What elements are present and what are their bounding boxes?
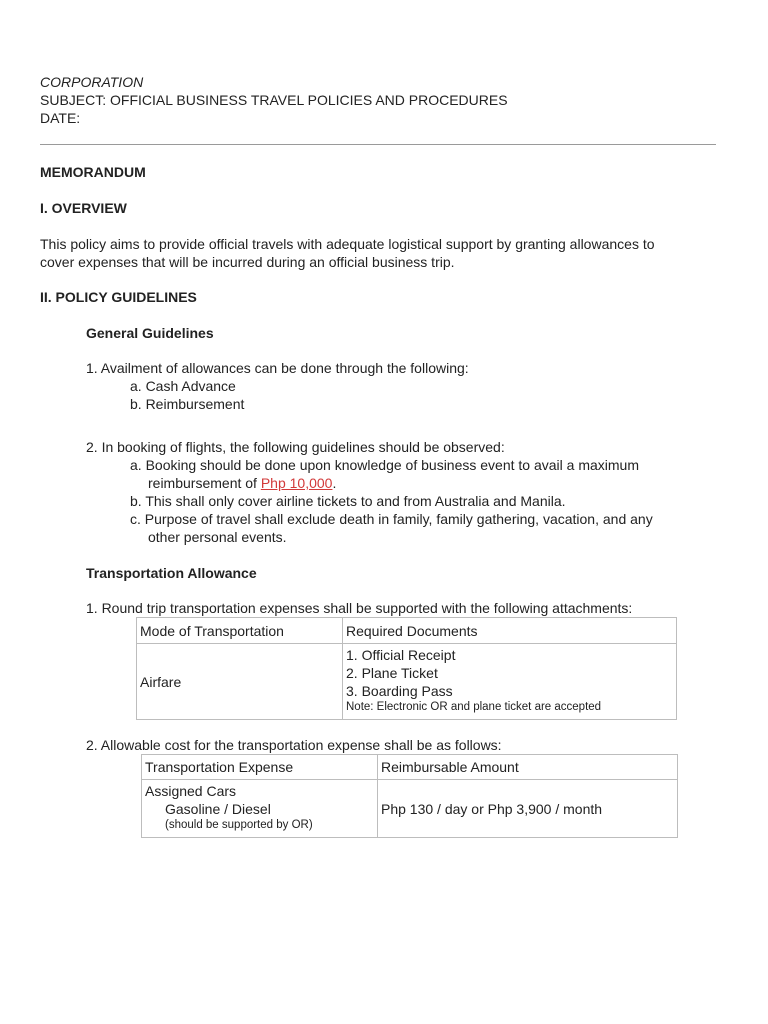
guideline-2-a-line-1: a. Booking should be done upon knowledge of business event to avail a maximum	[130, 457, 639, 473]
allowance-table	[141, 754, 678, 838]
reimbursement-suffix: .	[332, 475, 337, 491]
table-row	[137, 644, 677, 720]
table-cell	[142, 780, 378, 838]
document-item: 2. Plane Ticket	[346, 665, 438, 681]
table-header-cell: Reimbursable Amount	[378, 755, 678, 780]
transportation-allowance-heading: Transportation Allowance	[86, 565, 257, 581]
guideline-2-c-line-2: other personal events.	[148, 529, 287, 545]
table-cell: Php 130 / day or Php 3,900 / month	[378, 780, 678, 838]
transport-item-2: 2. Allowable cost for the transportation expense shall be as follows:	[86, 737, 502, 753]
guideline-2-c-line-1: c. Purpose of travel shall exclude death in family, family gathering, vacation, and any	[130, 511, 653, 527]
table-cell	[343, 644, 677, 720]
table-cell: Airfare	[137, 644, 343, 720]
reimbursement-prefix: reimbursement of	[148, 475, 261, 491]
table-header-cell: Required Documents	[343, 618, 677, 644]
expense-note: (should be supported by OR)	[165, 819, 313, 831]
guideline-1: 1. Availment of allowances can be done through the following:	[86, 360, 469, 376]
guideline-2: 2. In booking of flights, the following guidelines should be observed:	[86, 439, 505, 455]
document-item: 1. Official Receipt	[346, 647, 456, 663]
overview-heading: I. OVERVIEW	[40, 200, 127, 216]
expense-category: Assigned Cars	[145, 783, 237, 799]
table-header-row	[142, 755, 678, 780]
header-divider	[40, 144, 716, 145]
overview-line-2: cover expenses that will be incurred during an official business trip.	[40, 254, 455, 270]
company-name: CORPORATION	[40, 74, 144, 90]
subject-line: SUBJECT: OFFICIAL BUSINESS TRAVEL POLICIES AND PROCEDURES	[40, 92, 508, 108]
overview-line-1: This policy aims to provide official travels with adequate logistical support by granting allowances to	[40, 236, 655, 252]
expense-item: Gasoline / Diesel	[165, 801, 271, 817]
guideline-2-b: b. This shall only cover airline tickets to and from Australia and Manila.	[130, 493, 566, 509]
table-header-cell: Transportation Expense	[142, 755, 378, 780]
table-note: Note: Electronic OR and plane ticket are accepted	[346, 701, 602, 713]
guideline-1-b: b. Reimbursement	[130, 396, 245, 412]
policy-heading: II. POLICY GUIDELINES	[40, 289, 197, 305]
table-header-row	[137, 618, 677, 644]
guideline-1-a: a. Cash Advance	[130, 378, 236, 394]
table-row	[142, 780, 678, 838]
transport-item-1: 1. Round trip transportation expenses shall be supported with the following attachments:	[86, 600, 633, 616]
amount-link[interactable]: Php 10,000	[260, 475, 333, 491]
guideline-2-a-line-2	[148, 474, 336, 492]
document-item: 3. Boarding Pass	[346, 683, 453, 699]
documents-table	[136, 617, 677, 720]
general-guidelines-heading: General Guidelines	[86, 325, 214, 341]
table-header-cell: Mode of Transportation	[137, 618, 343, 644]
memo-heading: MEMORANDUM	[40, 164, 146, 180]
date-line: DATE:	[40, 110, 81, 126]
